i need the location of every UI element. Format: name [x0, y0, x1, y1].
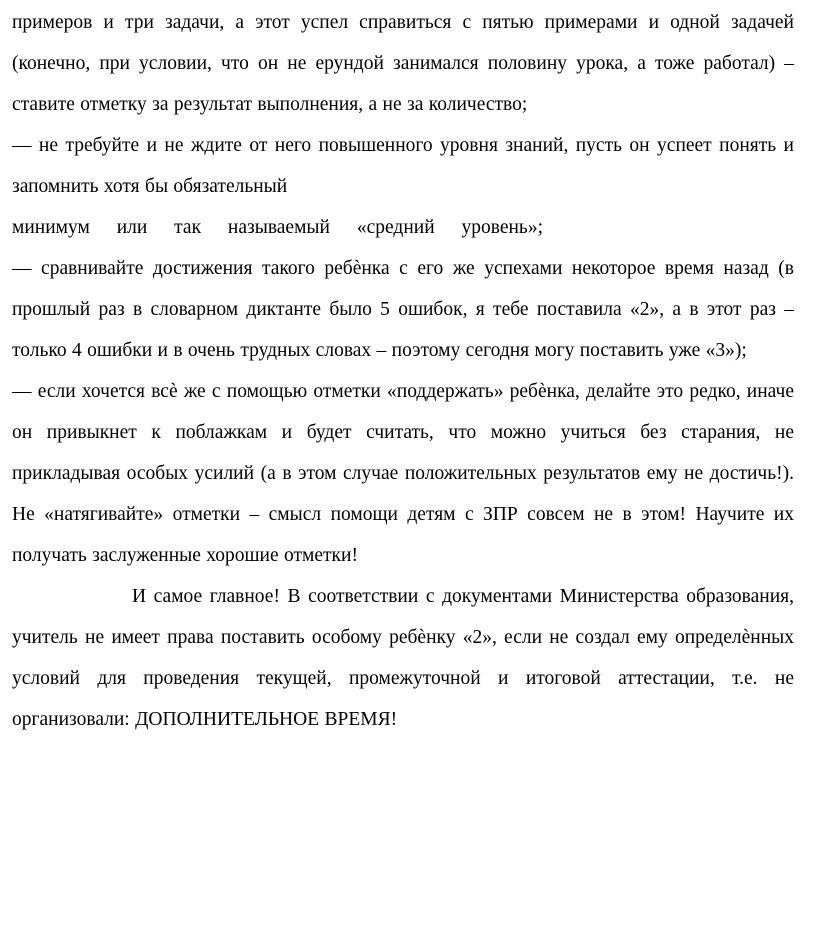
paragraph-5: — если хочется всѐ же с помощью отметки «поддержать» ребѐнка, делайте это редко, иначе он привыкнет к поблажкам и будет считать, что можно учиться без старания, не прикладывая особых усилий (а в этом случае положительных результатов ему не достичь!). Не «натягивайте» отметки – смысл помощи детям с ЗПР совсем не в этом! Научите их получать заслуженные хорошие отметки!	[12, 381, 794, 566]
paragraph-3: минимум или так называемый «средний уровень»;	[12, 217, 543, 238]
paragraph-4: — сравнивайте достижения такого ребѐнка с его же успехами некоторое время назад (в прошлый раз в словарном диктанте было 5 ошибок, я тебе поставила «2», а в этот раз – только 4 ошибки и в очень трудных словах – поэтому сегодня могу поставить уже «3»);	[12, 258, 794, 361]
paragraph-1: примеров и три задачи, а этот успел справиться с пятью примерами и одной задачей (конечно, при условии, что он не ерундой занимался половину урока, а тоже работал) – ставите отметку за результат выполнения, а не за количество;	[12, 12, 794, 115]
paragraph-2: — не требуйте и не ждите от него повышенного уровня знаний, пусть он успеет понять и запомнить хотя бы обязательный	[12, 135, 794, 197]
paragraph-6-text: И самое главное! В соответствии с документами Министерства образования, учитель не имеет права поставить особому ребѐнку «2», если не создал ему определѐнных условий для проведения текущей, промежуточной и итоговой аттестации, т.е. не организовали: ДОПОЛНИТЕЛЬНОЕ ВРЕМЯ!	[12, 586, 794, 730]
paragraph-6	[12, 576, 794, 740]
